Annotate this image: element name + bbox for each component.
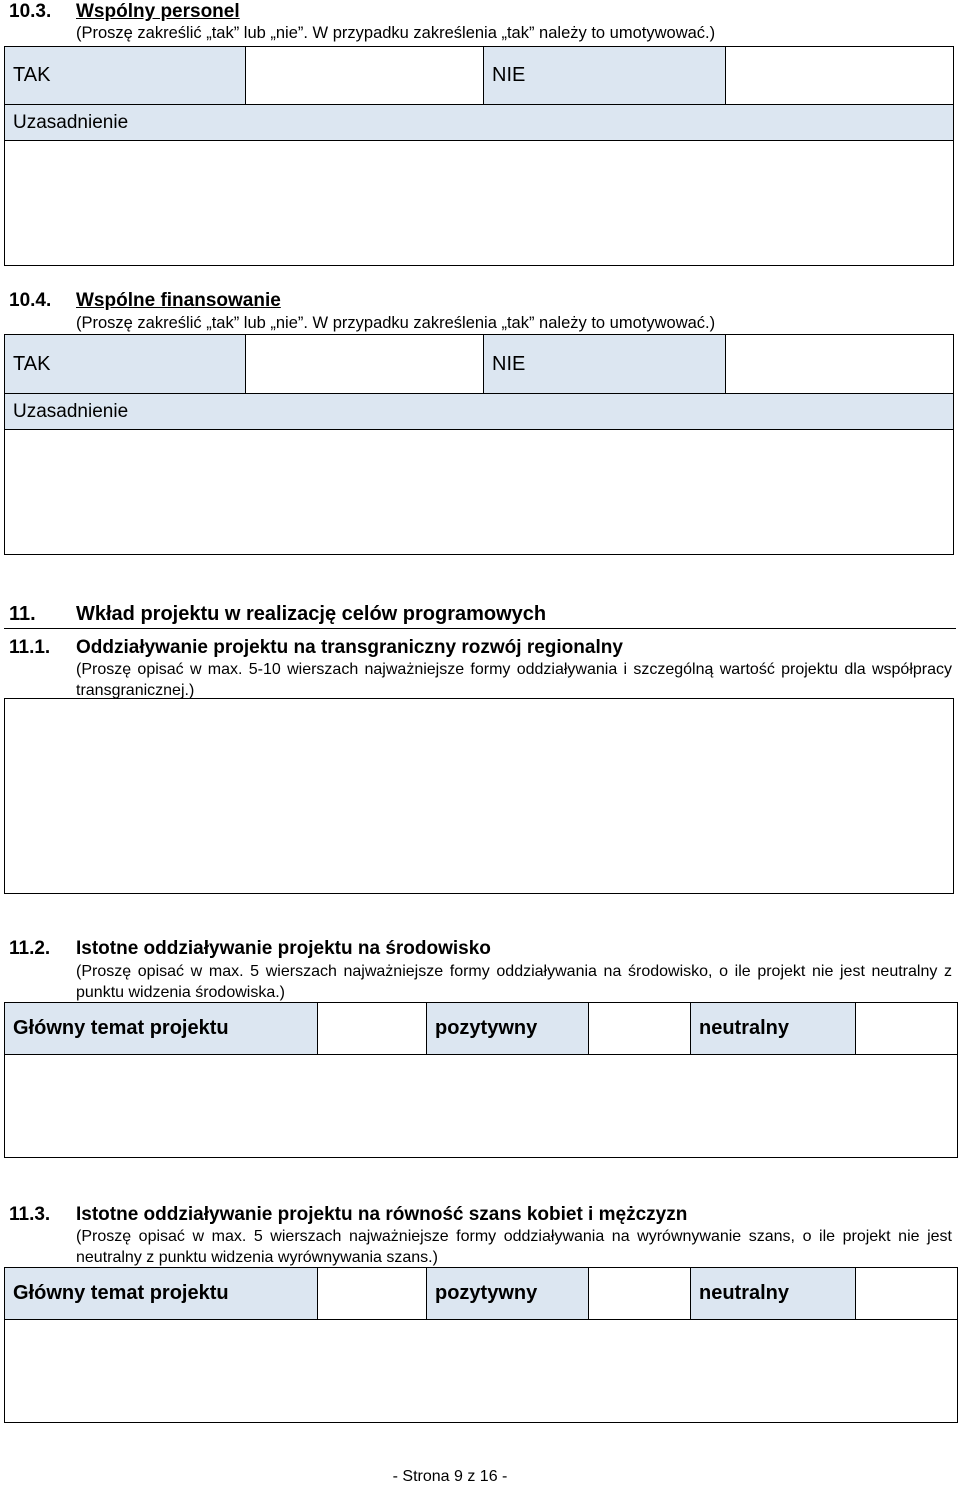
section-title: Istotne oddziaływanie projektu na równość szans kobiet i mężczyzn — [76, 1204, 688, 1225]
equal-opportunity-description-field[interactable] — [4, 1319, 958, 1423]
justification-header — [4, 104, 954, 141]
no-label-cell — [483, 334, 726, 394]
positive-label: pozytywny — [435, 1282, 538, 1304]
no-label: NIE — [492, 64, 526, 86]
section-number: 11.1. — [9, 637, 51, 658]
no-label: NIE — [492, 352, 526, 375]
section-number: 11. — [9, 603, 36, 625]
main-topic-checkbox-cell[interactable] — [317, 1002, 427, 1055]
page-number: - Strona 9 z 16 - — [392, 1468, 508, 1485]
yes-checkbox-cell[interactable] — [245, 334, 484, 394]
section-title: Istotne oddziaływanie projektu na środowisko — [76, 938, 491, 959]
yes-checkbox-cell[interactable] — [245, 46, 484, 105]
no-checkbox-cell[interactable] — [725, 334, 954, 394]
yes-label-cell — [4, 46, 246, 105]
justification-label: Uzasadnienie — [13, 111, 129, 133]
impact-description-field[interactable] — [4, 698, 954, 894]
section-divider — [4, 628, 956, 629]
section-instruction: (Proszę opisać w max. 5 wierszach najważniejsze formy oddziaływania na wyrównywanie szans, o ile projekt nie jest neutralny z punktu widzenia wyrównywania szans.) — [76, 1228, 952, 1266]
neutral-checkbox-cell[interactable] — [855, 1267, 958, 1320]
section-number: 11.3. — [9, 1204, 51, 1225]
neutral-label-cell — [690, 1002, 856, 1055]
yes-label: TAK — [13, 352, 51, 375]
section-title: Wkład projektu w realizację celów programowych — [76, 603, 547, 625]
justification-field[interactable] — [4, 140, 954, 266]
main-topic-label: Główny temat projektu — [13, 1017, 229, 1039]
justification-header — [4, 393, 954, 430]
main-topic-label-cell — [4, 1267, 318, 1320]
neutral-label: neutralny — [699, 1017, 790, 1039]
section-number: 10.3. — [9, 1, 52, 22]
positive-checkbox-cell[interactable] — [588, 1002, 691, 1055]
main-topic-label-cell — [4, 1002, 318, 1055]
section-instruction: (Proszę opisać w max. 5-10 wierszach najważniejsze formy oddziaływania i szczególną wartość projektu dla współpracy transgranicznej.) — [76, 661, 952, 699]
section-number: 10.4. — [9, 290, 52, 311]
neutral-label: neutralny — [699, 1282, 790, 1304]
section-title: Oddziaływanie projektu na transgraniczny rozwój regionalny — [76, 637, 623, 658]
main-topic-checkbox-cell[interactable] — [317, 1267, 427, 1320]
positive-label-cell — [426, 1002, 589, 1055]
positive-label: pozytywny — [435, 1017, 538, 1039]
section-instruction: (Proszę zakreślić „tak” lub „nie”. W przypadku zakreślenia „tak” należy to umotywować.) — [76, 24, 716, 42]
section-title: Wspólny personel — [76, 1, 240, 22]
section-instruction: (Proszę opisać w max. 5 wierszach najważniejsze formy oddziaływania na środowisko, o ile projekt nie jest neutralny z punktu widzenia środowiska.) — [76, 963, 952, 1001]
neutral-label-cell — [690, 1267, 856, 1320]
yes-label-cell — [4, 334, 246, 394]
yes-label: TAK — [13, 64, 51, 86]
positive-checkbox-cell[interactable] — [588, 1267, 691, 1320]
positive-label-cell — [426, 1267, 589, 1320]
section-number: 11.2. — [9, 938, 51, 959]
section-title: Wspólne finansowanie — [76, 290, 281, 311]
main-topic-label: Główny temat projektu — [13, 1282, 229, 1304]
justification-label: Uzasadnienie — [13, 400, 129, 422]
neutral-checkbox-cell[interactable] — [855, 1002, 958, 1055]
no-label-cell — [483, 46, 726, 105]
environment-description-field[interactable] — [4, 1054, 958, 1158]
section-instruction: (Proszę zakreślić „tak” lub „nie”. W przypadku zakreślenia „tak” należy to umotywować.) — [76, 314, 716, 332]
no-checkbox-cell[interactable] — [725, 46, 954, 105]
justification-field[interactable] — [4, 429, 954, 555]
